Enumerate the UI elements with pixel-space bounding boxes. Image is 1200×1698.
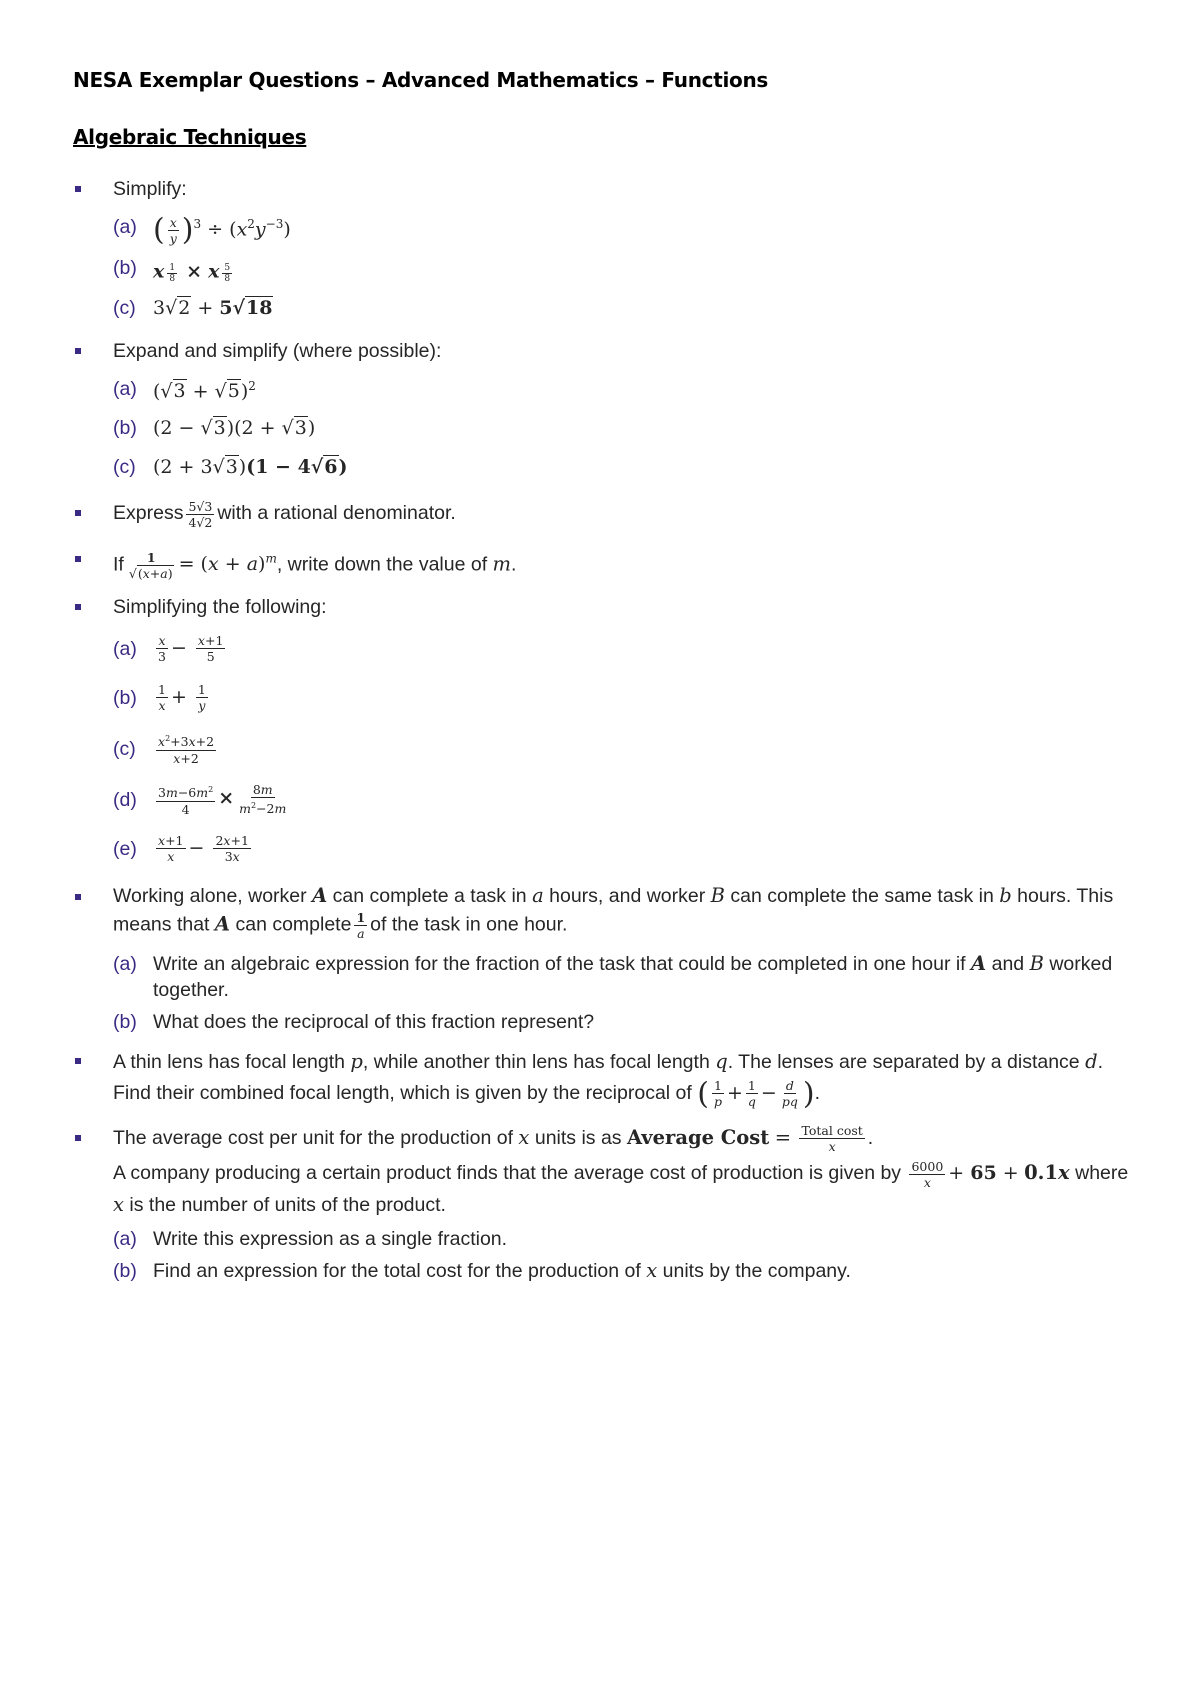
question-text: where (1075, 1162, 1129, 1185)
question-text-block (113, 882, 1133, 941)
question-rationalise (73, 498, 1133, 529)
part-label: (b) (113, 257, 137, 280)
bullet-icon (75, 556, 81, 562)
part-label: (b) (113, 1259, 137, 1282)
question-text: worked together. (153, 952, 1113, 1001)
math-fraction: $\frac{\text{Total cost}}{x}$ (801, 1123, 863, 1155)
math-variable: A (971, 951, 987, 975)
math-fraction: $\frac{1}{a}$ (356, 909, 366, 941)
question-text: Find an expression for the total cost for the production of (153, 1259, 641, 1282)
question-list (73, 174, 1133, 1284)
math-expression: ( $\frac{x}{y}$ )$^3 \div (x^2y^{-3})$ (153, 212, 291, 248)
math-expression: 3√2 + 5√18 (153, 297, 273, 320)
part-label: (c) (113, 297, 136, 320)
math-expression: $\frac{x+1}{x}$ − $\frac{2x+1}{3x}$ (158, 833, 249, 865)
part-label: (b) (113, 1010, 137, 1033)
part-text: What does the reciprocal of this fraction represent? (153, 1010, 595, 1033)
part-label: (a) (113, 377, 137, 400)
question-expand (73, 336, 1133, 484)
section-heading: Algebraic Techniques (73, 125, 307, 149)
math-fraction: $\frac{1}{√(x+a)}$ (128, 549, 173, 581)
math-term: Average Cost (626, 1126, 770, 1149)
document-title: NESA Exemplar Questions – Advanced Mathematics – Functions (73, 68, 769, 92)
part-label: (a) (113, 952, 137, 975)
part-b (113, 1009, 1133, 1035)
math-expression: $(√3 + √5)^2$ (153, 379, 256, 403)
question-text: is the number of units of the product. (129, 1193, 446, 1216)
question-text: units is as (534, 1127, 622, 1149)
question-index (73, 544, 1133, 581)
part-label: (e) (113, 837, 137, 860)
part-d (113, 778, 1133, 822)
math-expression: $\frac{1}{x}$ + $\frac{1}{y}$ (158, 682, 206, 714)
question-lens (73, 1046, 1133, 1110)
question-text: can complete (235, 913, 352, 936)
question-text-block (113, 1158, 1133, 1220)
math-expression: x $^{\frac{1}{8}}$ × x $^{\frac{5}{8}}$ (153, 260, 231, 284)
question-simplify (73, 174, 1133, 325)
bullet-icon (75, 186, 81, 192)
math-operator: = (774, 1126, 792, 1149)
bullet-icon (75, 604, 81, 610)
math-expression: ( $\frac{1}{p}$ + $\frac{1}{q}$ − $\frac{d}{pq}$ ) (697, 1076, 815, 1111)
math-variable: b (999, 883, 1012, 907)
math-expression: $\frac{x}{3}$ − $\frac{x+1}{5}$ (158, 633, 224, 665)
part-a (113, 627, 1133, 671)
part-text: Write this expression as a single fraction. (153, 1227, 508, 1250)
math-variable: B (710, 883, 725, 907)
math-expression: = $(x + a)^m$ (178, 551, 277, 576)
math-expression: (2 + 3√3)(1 − 4√6) (153, 456, 348, 479)
question-text: . The lenses are separated by a distance (727, 1050, 1080, 1073)
math-variable: x (113, 1192, 124, 1216)
question-text: hours. This means that (113, 884, 1114, 936)
part-a (113, 1226, 1133, 1252)
question-text: units by the company. (662, 1259, 851, 1282)
part-a (113, 951, 1133, 1003)
math-variable: x (646, 1258, 658, 1282)
part-label: (a) (113, 216, 137, 239)
part-b (113, 251, 1133, 286)
question-text: , write down the value of (276, 553, 488, 576)
math-variable: x (518, 1126, 530, 1149)
math-fraction: $\frac{5√3}{4√2}$ (188, 498, 213, 530)
document-page (73, 68, 1133, 1295)
question-workers (73, 882, 1133, 1035)
part-label: (b) (113, 686, 137, 709)
bullet-icon (75, 1135, 81, 1141)
question-text: . Find their combined focal length, which is given by the reciprocal of (113, 1050, 1103, 1104)
question-text: Working alone, worker (113, 884, 307, 907)
part-text (153, 951, 1133, 1003)
part-a (113, 371, 1133, 406)
question-prompt: Expand and simplify (where possible): (113, 340, 442, 363)
part-label: (c) (113, 737, 136, 760)
part-label: (b) (113, 417, 137, 440)
question-text: with a rational denominator. (217, 502, 456, 525)
math-expression: (2 − √3)(2 + √3) (153, 417, 316, 440)
part-e (113, 827, 1133, 871)
question-text: of the task in one hour. (370, 913, 568, 936)
bullet-icon (75, 348, 81, 354)
part-c (113, 725, 1133, 773)
question-text: . (511, 553, 517, 576)
bullet-icon (75, 510, 81, 516)
question-text: A company producing a certain product finds that the average cost of production is given by (113, 1162, 902, 1185)
question-simplify-fractions (73, 592, 1133, 871)
part-c (113, 291, 1133, 325)
part-label: (d) (113, 788, 137, 811)
question-prompt: Simplifying the following: (113, 595, 327, 618)
question-text: can complete a task in (332, 884, 527, 907)
math-variable: A (312, 883, 328, 907)
question-text: A thin lens has focal length (113, 1050, 345, 1073)
question-prompt: Simplify: (113, 178, 187, 200)
part-label: (a) (113, 637, 137, 660)
math-variable: A (214, 912, 231, 936)
math-variable: q (715, 1049, 728, 1073)
question-text: Write an algebraic expression for the fraction of the task that could be completed in one hour if (153, 952, 966, 975)
question-text: . (814, 1081, 820, 1104)
part-b (113, 411, 1133, 445)
part-label: (a) (113, 1227, 137, 1250)
math-term: 0.1 (1024, 1161, 1059, 1185)
part-a (113, 209, 1133, 246)
math-variable: p (350, 1049, 363, 1073)
question-text: , while another thin lens has focal length (362, 1050, 710, 1073)
math-expression: $\frac{3m-6m^2}{4}$ × $\frac{8m}{m^2-2m}$ (158, 782, 287, 817)
math-expression: $\frac{6000}{x}$ + 65 + (911, 1158, 1019, 1190)
question-text: Express (113, 502, 184, 525)
part-b (113, 676, 1133, 720)
question-text: can complete the same task in (730, 884, 994, 907)
part-c (113, 450, 1133, 484)
question-text: If (113, 553, 124, 576)
math-expression: $\frac{x^2+3x+2}{x+2}$ (153, 731, 219, 765)
question-text: hours, and worker (549, 884, 706, 907)
bullet-icon (75, 1058, 81, 1064)
question-text: The average cost per unit for the production of (113, 1127, 513, 1149)
part-b (113, 1258, 1133, 1284)
question-text-block: The average cost per unit for the production of x units is as Average Cost = $\frac{\text{Total cost}}{x}$ . (113, 1123, 874, 1155)
question-average-cost (73, 1123, 1133, 1284)
question-text: and (991, 952, 1025, 975)
part-text (153, 1258, 851, 1284)
part-label: (c) (113, 456, 136, 479)
math-variable: m (492, 552, 512, 576)
math-variable: x (1058, 1161, 1070, 1185)
math-variable: d (1085, 1049, 1098, 1073)
bullet-icon (75, 894, 81, 900)
math-variable: a (532, 883, 544, 907)
fraction-numerator: Total cost (801, 1123, 863, 1139)
math-variable: B (1029, 951, 1044, 975)
